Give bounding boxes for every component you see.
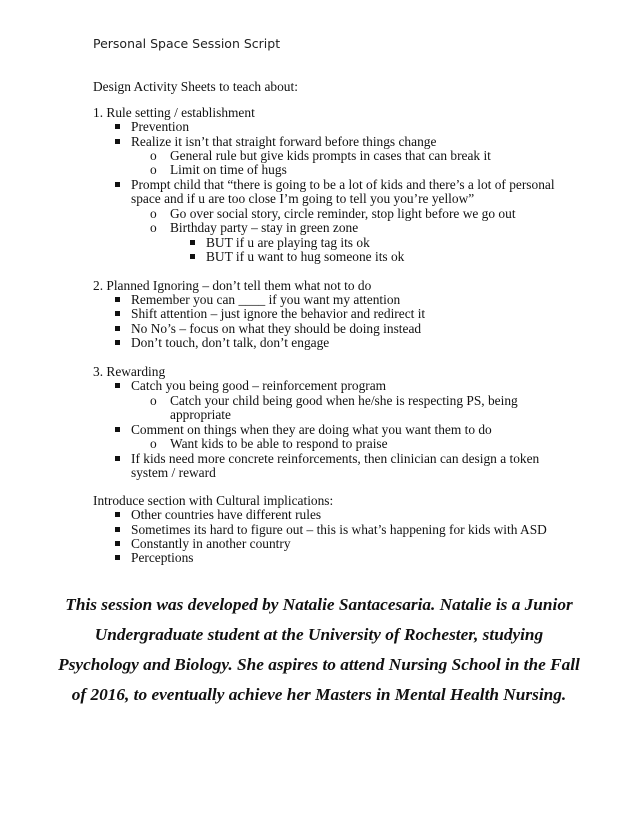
list-item: Realize it isn’t that straight forward before things change <box>131 134 437 149</box>
circle-bullet-icon: o <box>150 148 157 163</box>
list-item: Go over social story, circle reminder, stop light before we go out <box>170 206 516 221</box>
author-bio-line: This session was developed by Natalie Santacesaria. Natalie is a Junior <box>65 595 573 614</box>
list-item: Other countries have different rules <box>131 507 322 522</box>
author-bio-line: of 2016, to eventually achieve her Masters in Mental Health Nursing. <box>71 685 567 704</box>
author-bio-line: Undergraduate student at the University of Rochester, studying <box>94 625 544 644</box>
square-bullet-icon <box>190 254 195 259</box>
square-bullet-icon <box>115 383 120 388</box>
circle-bullet-icon: o <box>150 220 157 235</box>
list-item: If kids need more concrete reinforcements, then clinician can design a token <box>131 451 540 466</box>
list-item: Birthday party – stay in green zone <box>170 220 359 235</box>
square-bullet-icon <box>115 541 120 546</box>
square-bullet-icon <box>115 311 120 316</box>
list-item: Prevention <box>131 119 190 134</box>
intro-text: Design Activity Sheets to teach about: <box>93 79 298 94</box>
page-header: Personal Space Session Script <box>93 36 281 51</box>
author-bio <box>40 590 598 710</box>
list-item: Comment on things when they are doing what you want them to do <box>131 422 492 437</box>
circle-bullet-icon: o <box>150 206 157 221</box>
list-item: No No’s – focus on what they should be doing instead <box>131 321 422 336</box>
list-item: Don’t touch, don’t talk, don’t engage <box>131 335 330 350</box>
list-item: Want kids to be able to respond to praise <box>170 436 388 451</box>
list-item: BUT if u want to hug someone its ok <box>206 249 405 264</box>
square-bullet-icon <box>115 512 120 517</box>
square-bullet-icon <box>115 340 120 345</box>
section-heading: 2. Planned Ignoring – don’t tell them what not to do <box>93 278 372 293</box>
list-item: Prompt child that “there is going to be a lot of kids and there’s a lot of personal <box>131 177 555 192</box>
square-bullet-icon <box>115 124 120 129</box>
list-item: Limit on time of hugs <box>170 162 287 177</box>
circle-bullet-icon: o <box>150 162 157 177</box>
square-bullet-icon <box>115 182 120 187</box>
circle-bullet-icon: o <box>150 393 157 408</box>
square-bullet-icon <box>115 297 120 302</box>
square-bullet-icon <box>115 326 120 331</box>
square-bullet-icon <box>115 527 120 532</box>
author-bio-line: Psychology and Biology. She aspires to attend Nursing School in the Fall <box>58 655 580 674</box>
section-heading: Introduce section with Cultural implications: <box>93 493 334 508</box>
square-bullet-icon <box>115 139 120 144</box>
square-bullet-icon <box>115 427 120 432</box>
list-item: General rule but give kids prompts in cases that can break it <box>170 148 491 163</box>
square-bullet-icon <box>190 240 195 245</box>
list-item: Perceptions <box>131 550 194 565</box>
list-item: Remember you can ____ if you want my attention <box>131 292 401 307</box>
list-item-continuation: appropriate <box>170 407 231 422</box>
square-bullet-icon <box>115 456 120 461</box>
list-item: Constantly in another country <box>131 536 291 551</box>
list-item-continuation: system / reward <box>131 465 216 480</box>
section-heading: 3. Rewarding <box>93 364 166 379</box>
list-item: Catch your child being good when he/she is respecting PS, being <box>170 393 518 408</box>
list-item: BUT if u are playing tag its ok <box>206 235 370 250</box>
list-item: Sometimes its hard to figure out – this is what’s happening for kids with ASD <box>131 522 547 537</box>
list-item: Catch you being good – reinforcement program <box>131 378 387 393</box>
square-bullet-icon <box>115 555 120 560</box>
list-item-continuation: space and if u are too close I’m going to tell you you’re yellow” <box>131 191 475 206</box>
circle-bullet-icon: o <box>150 436 157 451</box>
list-item: Shift attention – just ignore the behavior and redirect it <box>131 306 426 321</box>
section-heading: 1. Rule setting / establishment <box>93 105 255 120</box>
